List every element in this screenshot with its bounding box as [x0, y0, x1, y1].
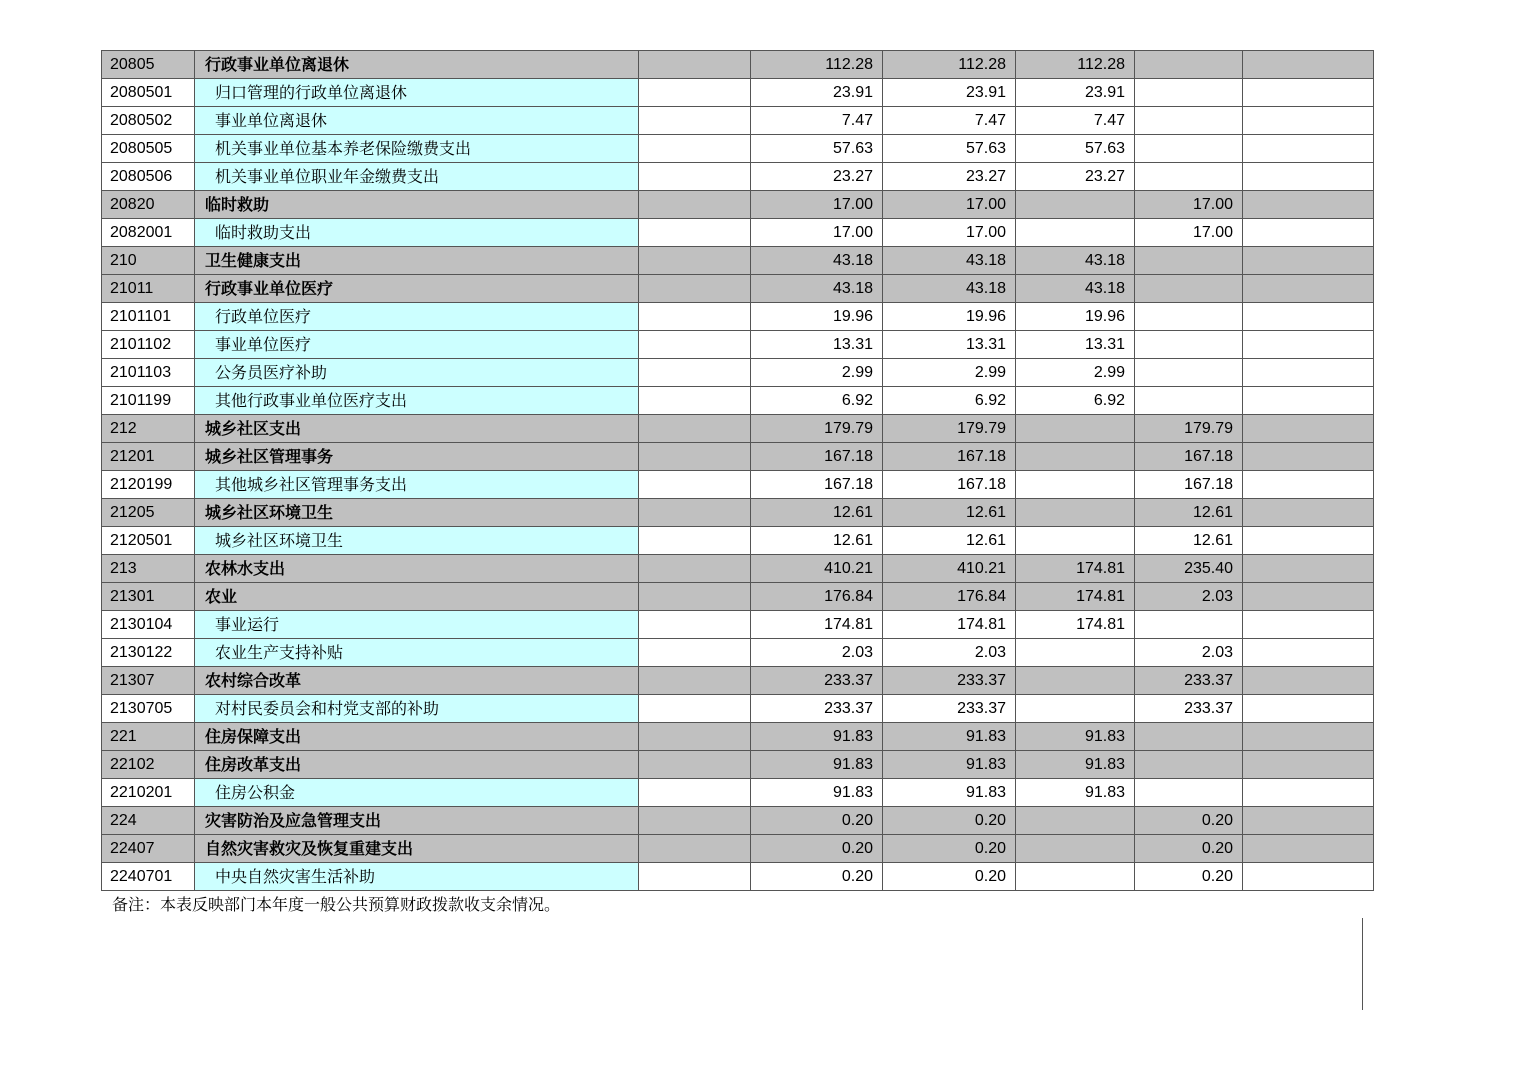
table-row [102, 807, 1374, 835]
blank-cell [1243, 807, 1374, 835]
subject-code-cell: 224 [102, 807, 195, 835]
table-row [102, 555, 1374, 583]
table-note: 备注：本表反映部门本年度一般公共预算财政拨款收支余情况。 [112, 895, 561, 914]
blank-cell [1243, 219, 1374, 247]
basic-expenditure-cell [1016, 807, 1135, 835]
subject-name-cell: 临时救助支出 [195, 219, 639, 247]
subject-name-cell: 农林水支出 [195, 555, 639, 583]
blank-cell [639, 555, 751, 583]
total-cell: 91.83 [751, 751, 883, 779]
subject-name-cell: 行政单位医疗 [195, 303, 639, 331]
basic-expenditure-cell: 91.83 [1016, 751, 1135, 779]
divider-line [1362, 918, 1363, 1010]
subtotal-cell: 2.03 [883, 639, 1016, 667]
subject-code-cell: 21011 [102, 275, 195, 303]
subject-name-cell: 其他行政事业单位医疗支出 [195, 387, 639, 415]
blank-cell [639, 835, 751, 863]
blank-cell [639, 331, 751, 359]
project-expenditure-cell: 12.61 [1135, 499, 1243, 527]
blank-cell [639, 387, 751, 415]
total-cell: 233.37 [751, 667, 883, 695]
subject-name-cell: 行政事业单位离退休 [195, 51, 639, 79]
table-row [102, 247, 1374, 275]
blank-cell [639, 303, 751, 331]
blank-cell [639, 51, 751, 79]
project-expenditure-cell: 233.37 [1135, 667, 1243, 695]
total-cell: 176.84 [751, 583, 883, 611]
table-row [102, 79, 1374, 107]
table-row [102, 751, 1374, 779]
blank-cell [639, 79, 751, 107]
table-row [102, 835, 1374, 863]
project-expenditure-cell [1135, 51, 1243, 79]
blank-cell [639, 751, 751, 779]
subject-name-cell: 城乡社区环境卫生 [195, 499, 639, 527]
subtotal-cell: 43.18 [883, 275, 1016, 303]
total-cell: 174.81 [751, 611, 883, 639]
subject-code-cell: 2130104 [102, 611, 195, 639]
total-cell: 410.21 [751, 555, 883, 583]
project-expenditure-cell [1135, 723, 1243, 751]
table-row [102, 863, 1374, 891]
basic-expenditure-cell [1016, 191, 1135, 219]
basic-expenditure-cell: 112.28 [1016, 51, 1135, 79]
blank-cell [1243, 471, 1374, 499]
blank-cell [1243, 695, 1374, 723]
subtotal-cell: 91.83 [883, 779, 1016, 807]
total-cell: 91.83 [751, 723, 883, 751]
subtotal-cell: 6.92 [883, 387, 1016, 415]
subject-code-cell: 2080505 [102, 135, 195, 163]
blank-cell [639, 163, 751, 191]
subject-code-cell: 213 [102, 555, 195, 583]
basic-expenditure-cell [1016, 415, 1135, 443]
table-row [102, 695, 1374, 723]
blank-cell [639, 807, 751, 835]
basic-expenditure-cell: 7.47 [1016, 107, 1135, 135]
subject-name-cell: 城乡社区管理事务 [195, 443, 639, 471]
subject-name-cell: 对村民委员会和村党支部的补助 [195, 695, 639, 723]
subtotal-cell: 167.18 [883, 443, 1016, 471]
total-cell: 12.61 [751, 527, 883, 555]
subject-code-cell: 2120501 [102, 527, 195, 555]
table-row [102, 163, 1374, 191]
subtotal-cell: 0.20 [883, 863, 1016, 891]
basic-expenditure-cell [1016, 695, 1135, 723]
subject-name-cell: 住房改革支出 [195, 751, 639, 779]
basic-expenditure-cell: 2.99 [1016, 359, 1135, 387]
project-expenditure-cell [1135, 275, 1243, 303]
subject-code-cell: 20805 [102, 51, 195, 79]
total-cell: 17.00 [751, 219, 883, 247]
basic-expenditure-cell [1016, 863, 1135, 891]
subject-code-cell: 2130705 [102, 695, 195, 723]
subtotal-cell: 410.21 [883, 555, 1016, 583]
subtotal-cell: 43.18 [883, 247, 1016, 275]
subject-name-cell: 公务员医疗补助 [195, 359, 639, 387]
subject-code-cell: 22407 [102, 835, 195, 863]
total-cell: 57.63 [751, 135, 883, 163]
subtotal-cell: 174.81 [883, 611, 1016, 639]
blank-cell [1243, 443, 1374, 471]
blank-cell [1243, 359, 1374, 387]
blank-cell [1243, 527, 1374, 555]
subtotal-cell: 7.47 [883, 107, 1016, 135]
blank-cell [639, 135, 751, 163]
basic-expenditure-cell: 43.18 [1016, 247, 1135, 275]
subject-code-cell: 2240701 [102, 863, 195, 891]
subtotal-cell: 17.00 [883, 219, 1016, 247]
blank-cell [1243, 499, 1374, 527]
blank-cell [1243, 79, 1374, 107]
project-expenditure-cell [1135, 303, 1243, 331]
project-expenditure-cell [1135, 779, 1243, 807]
total-cell: 2.99 [751, 359, 883, 387]
subject-name-cell: 机关事业单位基本养老保险缴费支出 [195, 135, 639, 163]
subject-code-cell: 2101103 [102, 359, 195, 387]
project-expenditure-cell: 167.18 [1135, 443, 1243, 471]
subject-name-cell: 中央自然灾害生活补助 [195, 863, 639, 891]
subtotal-cell: 167.18 [883, 471, 1016, 499]
project-expenditure-cell: 0.20 [1135, 807, 1243, 835]
subject-name-cell: 临时救助 [195, 191, 639, 219]
subject-name-cell: 农业 [195, 583, 639, 611]
subtotal-cell: 23.27 [883, 163, 1016, 191]
subject-name-cell: 事业单位离退休 [195, 107, 639, 135]
project-expenditure-cell: 2.03 [1135, 639, 1243, 667]
table-row [102, 667, 1374, 695]
project-expenditure-cell [1135, 331, 1243, 359]
subtotal-cell: 233.37 [883, 695, 1016, 723]
total-cell: 13.31 [751, 331, 883, 359]
total-cell: 6.92 [751, 387, 883, 415]
subtotal-cell: 112.28 [883, 51, 1016, 79]
subtotal-cell: 179.79 [883, 415, 1016, 443]
total-cell: 23.91 [751, 79, 883, 107]
subtotal-cell: 0.20 [883, 807, 1016, 835]
subject-code-cell: 212 [102, 415, 195, 443]
table-row [102, 779, 1374, 807]
table-row [102, 107, 1374, 135]
blank-cell [1243, 387, 1374, 415]
subject-code-cell: 221 [102, 723, 195, 751]
subject-code-cell: 2101101 [102, 303, 195, 331]
subject-code-cell: 21205 [102, 499, 195, 527]
subject-name-cell: 灾害防治及应急管理支出 [195, 807, 639, 835]
blank-cell [639, 107, 751, 135]
blank-cell [639, 191, 751, 219]
total-cell: 0.20 [751, 835, 883, 863]
basic-expenditure-cell [1016, 471, 1135, 499]
basic-expenditure-cell [1016, 443, 1135, 471]
basic-expenditure-cell: 23.27 [1016, 163, 1135, 191]
blank-cell [639, 695, 751, 723]
subtotal-cell: 91.83 [883, 751, 1016, 779]
total-cell: 2.03 [751, 639, 883, 667]
subtotal-cell: 91.83 [883, 723, 1016, 751]
subtotal-cell: 2.99 [883, 359, 1016, 387]
project-expenditure-cell [1135, 135, 1243, 163]
blank-cell [639, 667, 751, 695]
subject-name-cell: 其他城乡社区管理事务支出 [195, 471, 639, 499]
blank-cell [639, 583, 751, 611]
budget-table [101, 50, 1374, 891]
blank-cell [1243, 751, 1374, 779]
basic-expenditure-cell [1016, 219, 1135, 247]
subtotal-cell: 233.37 [883, 667, 1016, 695]
subject-name-cell: 农村综合改革 [195, 667, 639, 695]
subtotal-cell: 17.00 [883, 191, 1016, 219]
subject-name-cell: 卫生健康支出 [195, 247, 639, 275]
blank-cell [1243, 639, 1374, 667]
subtotal-cell: 57.63 [883, 135, 1016, 163]
blank-cell [1243, 555, 1374, 583]
basic-expenditure-cell [1016, 527, 1135, 555]
table-row [102, 219, 1374, 247]
total-cell: 12.61 [751, 499, 883, 527]
table-row [102, 723, 1374, 751]
table-body [102, 51, 1374, 891]
total-cell: 112.28 [751, 51, 883, 79]
subject-code-cell: 2130122 [102, 639, 195, 667]
project-expenditure-cell: 179.79 [1135, 415, 1243, 443]
project-expenditure-cell: 167.18 [1135, 471, 1243, 499]
table-row [102, 275, 1374, 303]
subject-code-cell: 2080501 [102, 79, 195, 107]
subtotal-cell: 13.31 [883, 331, 1016, 359]
table-row [102, 359, 1374, 387]
subtotal-cell: 23.91 [883, 79, 1016, 107]
blank-cell [1243, 107, 1374, 135]
blank-cell [639, 443, 751, 471]
project-expenditure-cell: 17.00 [1135, 219, 1243, 247]
blank-cell [639, 779, 751, 807]
subtotal-cell: 12.61 [883, 527, 1016, 555]
blank-cell [639, 723, 751, 751]
blank-cell [1243, 723, 1374, 751]
blank-cell [1243, 247, 1374, 275]
blank-cell [639, 359, 751, 387]
basic-expenditure-cell [1016, 639, 1135, 667]
basic-expenditure-cell: 6.92 [1016, 387, 1135, 415]
subject-code-cell: 21301 [102, 583, 195, 611]
basic-expenditure-cell [1016, 835, 1135, 863]
project-expenditure-cell [1135, 247, 1243, 275]
subject-name-cell: 住房公积金 [195, 779, 639, 807]
basic-expenditure-cell: 174.81 [1016, 555, 1135, 583]
blank-cell [639, 471, 751, 499]
subject-code-cell: 20820 [102, 191, 195, 219]
project-expenditure-cell [1135, 387, 1243, 415]
total-cell: 91.83 [751, 779, 883, 807]
subject-code-cell: 2101199 [102, 387, 195, 415]
subject-code-cell: 2082001 [102, 219, 195, 247]
subtotal-cell: 176.84 [883, 583, 1016, 611]
project-expenditure-cell [1135, 359, 1243, 387]
project-expenditure-cell [1135, 79, 1243, 107]
blank-cell [1243, 835, 1374, 863]
table-row [102, 415, 1374, 443]
blank-cell [1243, 275, 1374, 303]
subject-code-cell: 22102 [102, 751, 195, 779]
project-expenditure-cell: 17.00 [1135, 191, 1243, 219]
table-row [102, 387, 1374, 415]
blank-cell [639, 527, 751, 555]
project-expenditure-cell: 0.20 [1135, 835, 1243, 863]
subject-name-cell: 自然灾害救灾及恢复重建支出 [195, 835, 639, 863]
basic-expenditure-cell [1016, 667, 1135, 695]
project-expenditure-cell [1135, 751, 1243, 779]
total-cell: 17.00 [751, 191, 883, 219]
subtotal-cell: 19.96 [883, 303, 1016, 331]
subject-code-cell: 2101102 [102, 331, 195, 359]
table-row [102, 611, 1374, 639]
blank-cell [1243, 583, 1374, 611]
blank-cell [1243, 415, 1374, 443]
blank-cell [1243, 191, 1374, 219]
project-expenditure-cell [1135, 107, 1243, 135]
blank-cell [639, 219, 751, 247]
subject-name-cell: 住房保障支出 [195, 723, 639, 751]
project-expenditure-cell: 2.03 [1135, 583, 1243, 611]
basic-expenditure-cell: 174.81 [1016, 583, 1135, 611]
subject-code-cell: 2120199 [102, 471, 195, 499]
total-cell: 43.18 [751, 247, 883, 275]
blank-cell [639, 247, 751, 275]
subject-name-cell: 事业单位医疗 [195, 331, 639, 359]
subtotal-cell: 0.20 [883, 835, 1016, 863]
total-cell: 23.27 [751, 163, 883, 191]
total-cell: 19.96 [751, 303, 883, 331]
table-row [102, 527, 1374, 555]
subject-name-cell: 城乡社区支出 [195, 415, 639, 443]
basic-expenditure-cell: 43.18 [1016, 275, 1135, 303]
basic-expenditure-cell: 23.91 [1016, 79, 1135, 107]
total-cell: 7.47 [751, 107, 883, 135]
table-row [102, 471, 1374, 499]
total-cell: 167.18 [751, 443, 883, 471]
project-expenditure-cell: 0.20 [1135, 863, 1243, 891]
table-row [102, 331, 1374, 359]
subject-name-cell: 行政事业单位医疗 [195, 275, 639, 303]
blank-cell [1243, 163, 1374, 191]
subject-code-cell: 2210201 [102, 779, 195, 807]
blank-cell [1243, 863, 1374, 891]
basic-expenditure-cell: 19.96 [1016, 303, 1135, 331]
subject-code-cell: 21307 [102, 667, 195, 695]
subject-code-cell: 2080502 [102, 107, 195, 135]
blank-cell [1243, 303, 1374, 331]
project-expenditure-cell: 233.37 [1135, 695, 1243, 723]
basic-expenditure-cell: 13.31 [1016, 331, 1135, 359]
subject-code-cell: 210 [102, 247, 195, 275]
total-cell: 179.79 [751, 415, 883, 443]
project-expenditure-cell [1135, 611, 1243, 639]
subtotal-cell: 12.61 [883, 499, 1016, 527]
blank-cell [639, 611, 751, 639]
subject-code-cell: 21201 [102, 443, 195, 471]
table-row [102, 443, 1374, 471]
table-row [102, 303, 1374, 331]
subject-name-cell: 农业生产支持补贴 [195, 639, 639, 667]
blank-cell [639, 499, 751, 527]
basic-expenditure-cell: 174.81 [1016, 611, 1135, 639]
project-expenditure-cell: 235.40 [1135, 555, 1243, 583]
total-cell: 233.37 [751, 695, 883, 723]
blank-cell [639, 275, 751, 303]
subject-code-cell: 2080506 [102, 163, 195, 191]
table-row [102, 135, 1374, 163]
project-expenditure-cell: 12.61 [1135, 527, 1243, 555]
blank-cell [1243, 779, 1374, 807]
basic-expenditure-cell: 91.83 [1016, 779, 1135, 807]
blank-cell [639, 639, 751, 667]
table-row [102, 499, 1374, 527]
total-cell: 43.18 [751, 275, 883, 303]
blank-cell [1243, 667, 1374, 695]
blank-cell [1243, 331, 1374, 359]
basic-expenditure-cell [1016, 499, 1135, 527]
basic-expenditure-cell: 91.83 [1016, 723, 1135, 751]
table-row [102, 51, 1374, 79]
blank-cell [639, 863, 751, 891]
table-row [102, 191, 1374, 219]
total-cell: 0.20 [751, 863, 883, 891]
subject-name-cell: 城乡社区环境卫生 [195, 527, 639, 555]
subject-name-cell: 机关事业单位职业年金缴费支出 [195, 163, 639, 191]
blank-cell [1243, 51, 1374, 79]
total-cell: 167.18 [751, 471, 883, 499]
total-cell: 0.20 [751, 807, 883, 835]
blank-cell [1243, 135, 1374, 163]
table-row [102, 583, 1374, 611]
table-row [102, 639, 1374, 667]
basic-expenditure-cell: 57.63 [1016, 135, 1135, 163]
blank-cell [639, 415, 751, 443]
subject-name-cell: 归口管理的行政单位离退休 [195, 79, 639, 107]
blank-cell [1243, 611, 1374, 639]
project-expenditure-cell [1135, 163, 1243, 191]
subject-name-cell: 事业运行 [195, 611, 639, 639]
